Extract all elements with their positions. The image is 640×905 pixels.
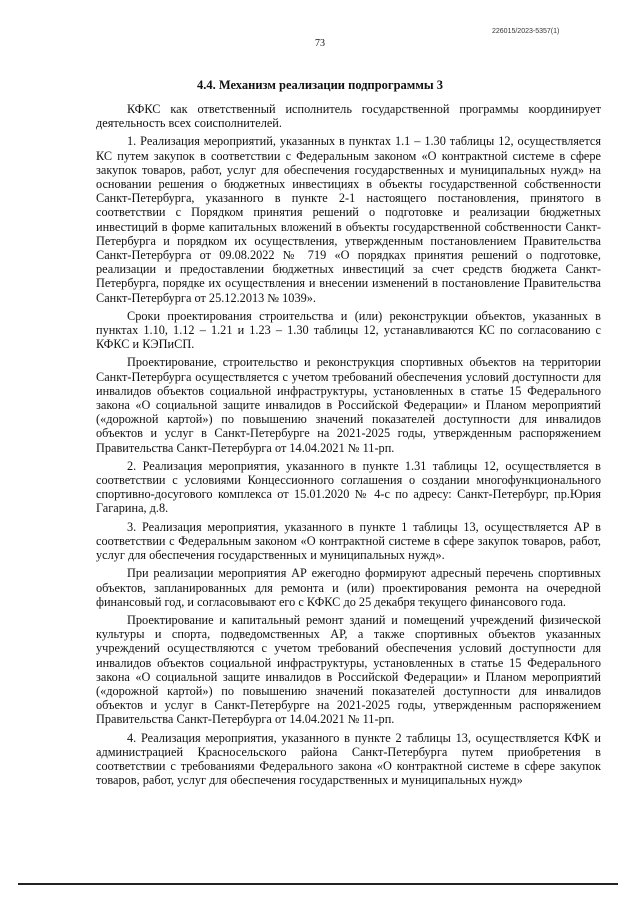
document-id: 226015/2023-5357(1)	[492, 28, 560, 35]
paragraph-accessibility-repair: Проектирование и капитальный ремонт зданий и помещений учреждений физической культуры и спорта, подведомственных АР, а также спортивных объектов указанных учреждений осуществляются с учетом требований обеспечения условий доступности для инвалидов объектов социальной инфраструктуры, установленных в статье 15 Федерального закона «О социальной защите инвалидов в Российской Федерации» и Планом мероприятий («дорожной картой») по повышению значений показателей доступности для инвалидов объектов и услуг в Санкт-Петербурге на 2021-2025 годы, утвержденным распоряжением Правительства Санкт-Петербурга от 14.04.2021 № 11-рп.	[96, 612, 601, 727]
paragraph-coordination: КФКС как ответственный исполнитель государственной программы координирует деятельность всех соисполнителей.	[96, 102, 601, 131]
bottom-rule	[18, 883, 618, 885]
paragraph-item-3: 3. Реализация мероприятия, указанного в пункте 1 таблицы 13, осуществляется АР в соответствии с Федеральным законом «О контрактной системе в сфере закупок товаров, работ, услуг для обеспечения государственных и муниципальных нужд».	[96, 519, 601, 563]
paragraph-design-deadlines: Сроки проектирования строительства и (или) реконструкции объектов, указанных в пунктах 1.10, 1.12 – 1.21 и 1.23 – 1.30 таблицы 12, устанавливаются КС по согласованию с КФКС и КЭПиСП.	[96, 308, 601, 352]
page-number: 73	[315, 38, 325, 49]
paragraph-item-4: 4. Реализация мероприятия, указанного в пункте 2 таблицы 13, осуществляется КФК и администрацией Красносельского района Санкт-Петербурга путем приобретения в соответствии с требованиями Федерального закона «О контрактной системе в сфере закупок товаров, работ, услуг для обеспечения государственных и муниципальных нужд»	[96, 730, 601, 788]
paragraph-item-2: 2. Реализация мероприятия, указанного в пункте 1.31 таблицы 12, осуществляется в соответствии с условиями Концессионного соглашения о создании многофункционального спортивно-досугового комплекса от 15.01.2020 № 4-с по адресу: Санкт-Петербург, пр.Юрия Гагарина, д.8.	[96, 458, 601, 516]
paragraph-address-list: При реализации мероприятия АР ежегодно формируют адресный перечень спортивных объектов, запланированных для ремонта и (или) проектирования ремонта на очередной финансовый год, и согласовывают его с КФКС до 25 декабря текущего финансового года.	[96, 566, 601, 609]
paragraph-item-1: 1. Реализация мероприятий, указанных в пунктах 1.1 – 1.30 таблицы 12, осуществляется КС путем закупок в соответствии с Федеральным законом «О контрактной системе в сфере закупок товаров, работ, услуг для обеспечения государственных и муниципальных нужд» на основании решения о бюджетных инвестициях в объекты государственной собственности Санкт-Петербурга, указанного в пункте 2-1 настоящего постановления, принятого в соответствии с Порядком принятия решений о подготовке и реализации бюджетных инвестиций в форме капитальных вложений в объекты государственной собственности Санкт-Петербурга и порядком их осуществления, утвержденным постановлением Правительства Санкт-Петербурга от 09.08.2022 № 719 «О порядках принятия решений о подготовке, реализации и предоставлении бюджетных инвестиций за счет средств бюджета Санкт-Петербурга, порядке их осуществления и внесении изменений в постановление Правительства Санкт-Петербурга от 25.12.2013 № 1039».	[96, 134, 601, 305]
document-body	[96, 102, 601, 791]
section-title: 4.4. Механизм реализации подпрограммы 3	[197, 78, 443, 92]
paragraph-accessibility-construction: Проектирование, строительство и реконструкция спортивных объектов на территории Санкт-Петербурга осуществляется с учетом требований обеспечения условий доступности для инвалидов объектов социальной инфраструктуры, установленных в статье 15 Федерального закона «О социальной защите инвалидов в Российской Федерации» и Планом мероприятий («дорожной картой») по повышению значений показателей доступности для инвалидов объектов и услуг в Санкт-Петербурге на 2021-2025 годы, утвержденным распоряжением Правительства Санкт-Петербурга от 14.04.2021 № 11-рп.	[96, 355, 601, 455]
